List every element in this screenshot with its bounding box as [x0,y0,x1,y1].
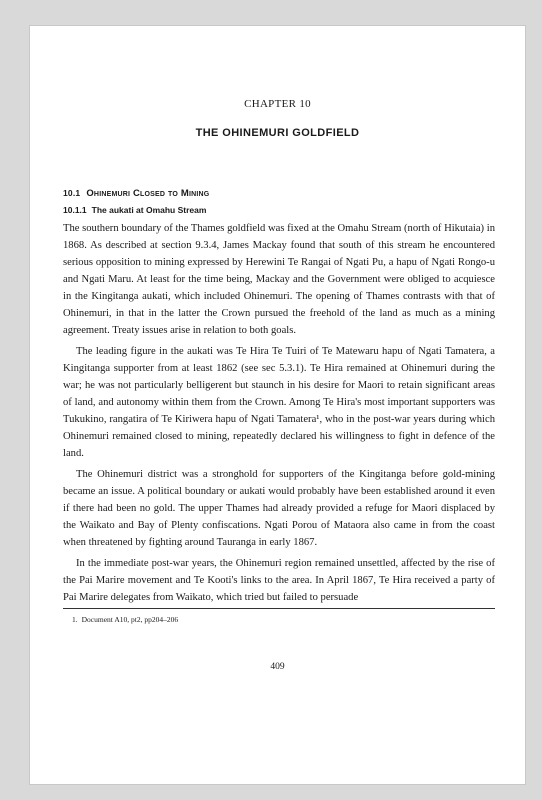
chapter-label: CHAPTER 10 [244,98,311,110]
subsection-number: 10.1.1 [63,205,87,215]
page-number: 409 [270,662,285,672]
subsection-heading [63,205,206,215]
paragraph: The southern boundary of the Thames goldfield was fixed at the Omahu Stream (north of Hikutaia) in 1868. As described at section 9.3.4, James Mackay found that south of this stream he encountered serious opposition to mining expressed by Herewini Te Rangai of Ngati Pu, a hapu of Ngati Rongo-u and Ngati Maru. At least for the time being, Mackay and the Government were obliged to acquiesce in the Kingitanga aukati, which included Ohinemuri. The opening of Thames contrasts with that of Ohinemuri, in that in the latter the Crown pursued the freehold of the land as much as a mining agreement. Treaty issues arise in relation to both goals. [63,223,495,336]
paragraph: In the immediate post-war years, the Ohinemuri region remained unsettled, affected by the rise of the Pai Marire movement and Te Kooti's links to the area. In April 1867, Te Hira received a party of Pai Marire delegates from Waikato, which tried but failed to persuade [63,558,495,603]
chapter-title: THE OHINEMURI GOLDFIELD [195,127,360,139]
body-text [63,220,495,606]
section-title: Ohinemuri Closed to Mining [86,188,210,199]
footnote [72,615,178,624]
section-heading [63,188,209,199]
paragraph: The Ohinemuri district was a stronghold for supporters of the Kingitanga before gold-mining became an issue. A political boundary or aukati would probably have been established around it even if there had been no gold. The upper Thames had already provided a refuge for Maori displaced by the Waikato and Bay of Plenty confiscations. Ngati Porou of Mataora also came in from the coast when threatened by fighting around Tauranga in early 1867. [63,469,495,548]
section-number: 10.1 [63,188,81,198]
footnote-text: Document A10, pt2, pp204–206 [81,615,179,624]
document-page [30,26,525,784]
footnote-number: 1. [72,615,78,624]
footnote-divider [63,608,495,609]
subsection-title: The aukati at Omahu Stream [91,205,207,215]
paragraph: The leading figure in the aukati was Te Hira Te Tuiri of Te Matewaru hapu of Ngati Tamatera, a Kingitanga supporter from at least 1862 (see sec 5.3.1). Te Hira remained at Ohinemuri during the war; he was not particularly belligerent but staunch in his desire for Maori to retain significant areas of land, and autonomy within them from the Crown. Among Te Hira's most important supporters was Tukukino, rangatira of Te Kiriwera hapu of Ngati Tamatera¹, who in the post-war years during which Ohinemuri remained closed to mining, repeatedly declared his willingness to fight in defence of the land. [63,346,495,459]
